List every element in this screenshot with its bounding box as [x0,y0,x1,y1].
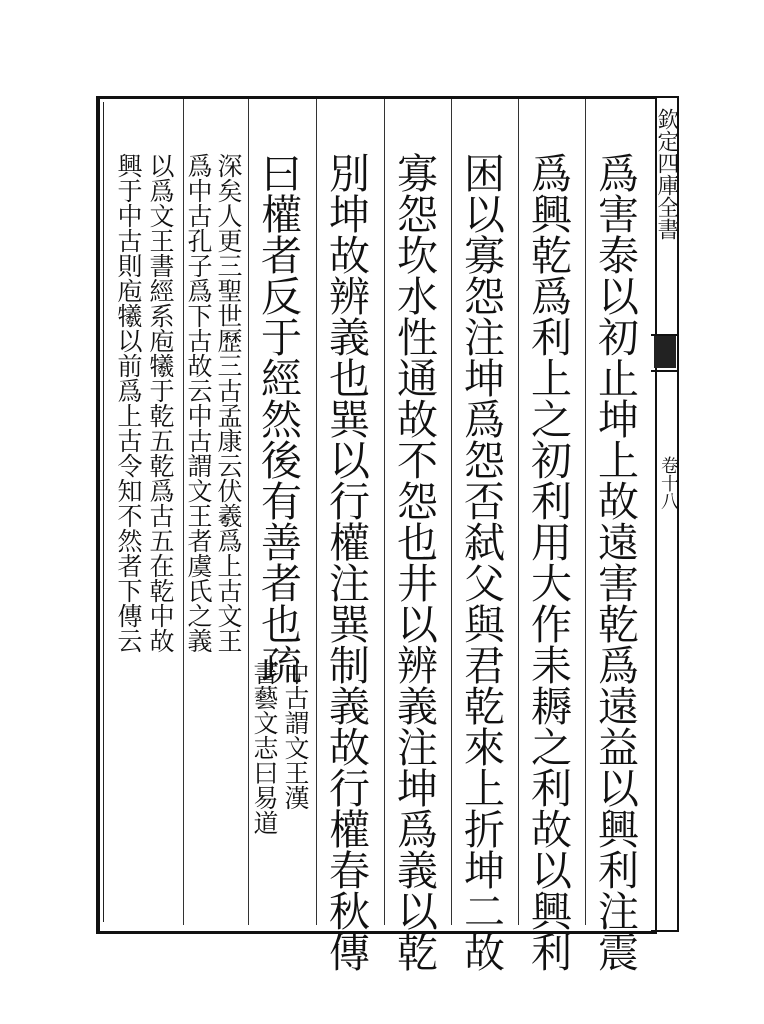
column-divider [316,99,317,925]
fishtail-mark-icon [654,336,676,368]
commentary-line: 以爲文王書經系庖犧于乾五乾爲古五在乾中故 [146,153,175,653]
column-divider [518,99,519,925]
commentary-line: 深矣人更三聖世歷三古孟康云伏羲爲上古文王 [214,153,243,653]
text-column-6-main: 曰權者反于經然後有善者也疏 [254,152,302,685]
commentary-line: 中古謂文王漢 [281,660,310,810]
column-divider [384,99,385,925]
fishtail-divider [651,370,677,372]
column-divider [451,99,452,925]
text-column-1: 爲害泰以初止坤上故遠害乾爲遠益以興利注震 [591,152,639,972]
text-column-4: 寡怨坎水性通故不怨也井以辨義注坤爲義以乾 [390,152,438,972]
commentary-line: 書藝文志曰易道 [250,660,279,835]
commentary-line: 興于中古則庖犧以前爲上古令知不然者下傳云 [114,153,143,653]
text-column-2: 爲興乾爲利上之初利用大作耒耨之利故以興利 [524,152,572,972]
column-divider [248,99,249,925]
text-column-5: 別坤故辨義也巽以行權注巽制義故行權春秋傳 [322,152,370,972]
commentary-line: 爲中古孔子爲下古故云中古謂文王者虞氏之義 [184,153,213,653]
juan-number: 卷十八 [658,456,679,510]
text-column-3: 困以寡怨注坤爲怨否弑父與君乾來上折坤二故 [457,152,505,972]
column-divider [585,99,586,925]
book-title: 欽定四庫全書 [654,108,679,240]
